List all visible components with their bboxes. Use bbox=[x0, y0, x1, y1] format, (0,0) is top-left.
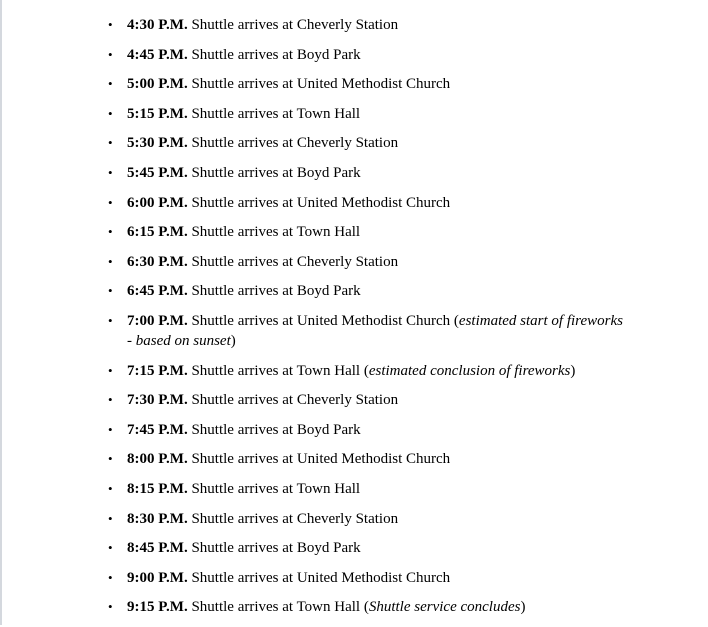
bullet-icon: • bbox=[108, 253, 113, 269]
schedule-item bbox=[108, 281, 627, 301]
schedule-time: 8:45 P.M. bbox=[127, 540, 188, 557]
schedule-note: estimated start of fireworks - based on sunset bbox=[127, 312, 623, 349]
bullet-icon: • bbox=[108, 105, 113, 121]
schedule-time: 8:15 P.M. bbox=[127, 480, 188, 497]
schedule-item bbox=[108, 104, 627, 124]
bullet-icon: • bbox=[108, 569, 113, 585]
schedule-time: 9:00 P.M. bbox=[127, 569, 188, 586]
schedule-item bbox=[108, 45, 627, 65]
schedule-time: 7:00 P.M. bbox=[127, 312, 188, 329]
schedule-time: 4:30 P.M. bbox=[127, 17, 188, 33]
bullet-icon: • bbox=[108, 164, 113, 180]
schedule-item: • 9:15 P.M. Shuttle arrives at Town Hall (Shuttle service concludes) bbox=[108, 599, 526, 616]
schedule-item: • 7:15 P.M. Shuttle arrives at Town Hall (estimated conclusion of fireworks) bbox=[108, 362, 576, 379]
bullet-icon: • bbox=[108, 421, 113, 437]
schedule-item: • 7:00 P.M. Shuttle arrives at United Methodist Church (estimated start of fireworks - based on sunset) bbox=[108, 312, 623, 349]
schedule-description: Shuttle arrives at United Methodist Church bbox=[191, 76, 451, 93]
schedule-time: 6:30 P.M. bbox=[127, 253, 188, 270]
schedule-item bbox=[108, 390, 627, 410]
schedule-time: 5:30 P.M. bbox=[127, 135, 188, 152]
schedule-description: Shuttle arrives at Cheverly Station bbox=[191, 17, 399, 33]
bullet-icon: • bbox=[108, 76, 113, 92]
page-edge-divider bbox=[0, 0, 2, 625]
schedule-time: 5:00 P.M. bbox=[127, 76, 188, 93]
schedule-item bbox=[108, 133, 627, 153]
schedule-item bbox=[108, 568, 627, 588]
schedule-description: Shuttle arrives at United Methodist Church bbox=[191, 194, 451, 211]
schedule-item bbox=[108, 252, 627, 272]
schedule-description: Shuttle arrives at Town Hall bbox=[191, 105, 361, 122]
schedule-item bbox=[108, 193, 627, 213]
schedule-time: 4:45 P.M. bbox=[127, 46, 188, 63]
schedule-description: Shuttle arrives at Cheverly Station bbox=[191, 135, 399, 152]
schedule-time: 8:30 P.M. bbox=[127, 510, 188, 527]
schedule-item bbox=[108, 222, 627, 242]
bullet-icon: • bbox=[108, 392, 113, 408]
schedule-item bbox=[108, 449, 627, 469]
schedule-item bbox=[108, 163, 627, 183]
bullet-icon: • bbox=[108, 451, 113, 467]
bullet-icon: • bbox=[108, 283, 113, 299]
schedule-item bbox=[108, 74, 627, 94]
schedule-note: Shuttle service concludes bbox=[368, 599, 521, 616]
bullet-icon: • bbox=[108, 17, 113, 32]
schedule-description: Shuttle arrives at Town Hall bbox=[191, 362, 361, 379]
schedule-description: Shuttle arrives at Town Hall bbox=[191, 224, 361, 241]
bullet-icon: • bbox=[108, 135, 113, 151]
bullet-icon: • bbox=[108, 599, 113, 615]
shuttle-schedule-list bbox=[108, 15, 627, 627]
schedule-description: Shuttle arrives at Town Hall bbox=[191, 599, 361, 616]
bullet-icon: • bbox=[108, 480, 113, 496]
schedule-time: 8:00 P.M. bbox=[127, 451, 188, 468]
schedule-item bbox=[108, 538, 627, 558]
schedule-item bbox=[108, 15, 627, 35]
bullet-icon: • bbox=[108, 312, 113, 328]
bullet-icon: • bbox=[108, 46, 113, 62]
schedule-time: 6:15 P.M. bbox=[127, 224, 188, 241]
schedule-item bbox=[108, 509, 627, 529]
schedule-note: estimated conclusion of fireworks bbox=[368, 362, 571, 379]
schedule-time: 7:30 P.M. bbox=[127, 392, 188, 409]
schedule-description: Shuttle arrives at Boyd Park bbox=[191, 421, 361, 438]
bullet-icon: • bbox=[108, 540, 113, 556]
schedule-description: Shuttle arrives at Cheverly Station bbox=[191, 392, 399, 409]
schedule-description: Shuttle arrives at Cheverly Station bbox=[191, 253, 399, 270]
schedule-description: Shuttle arrives at Boyd Park bbox=[191, 540, 361, 557]
schedule-item bbox=[108, 479, 627, 499]
schedule-time: 6:00 P.M. bbox=[127, 194, 188, 211]
schedule-description: Shuttle arrives at United Methodist Church bbox=[191, 569, 451, 586]
bullet-icon: • bbox=[108, 510, 113, 526]
schedule-description: Shuttle arrives at Boyd Park bbox=[191, 283, 361, 300]
schedule-time: 9:15 P.M. bbox=[127, 599, 188, 616]
schedule-description: Shuttle arrives at Boyd Park bbox=[191, 164, 361, 181]
bullet-icon: • bbox=[108, 224, 113, 240]
schedule-time: 5:15 P.M. bbox=[127, 105, 188, 122]
schedule-time: 5:45 P.M. bbox=[127, 164, 188, 181]
bullet-icon: • bbox=[108, 194, 113, 210]
schedule-time: 7:45 P.M. bbox=[127, 421, 188, 438]
schedule-time: 7:15 P.M. bbox=[127, 362, 188, 379]
schedule-description: Shuttle arrives at Cheverly Station bbox=[191, 510, 399, 527]
schedule-item bbox=[108, 420, 627, 440]
schedule-time: 6:45 P.M. bbox=[127, 283, 188, 300]
schedule-description: Shuttle arrives at Town Hall bbox=[191, 480, 361, 497]
schedule-description: Shuttle arrives at United Methodist Church bbox=[191, 451, 451, 468]
bullet-icon: • bbox=[108, 362, 113, 378]
schedule-description: Shuttle arrives at United Methodist Church bbox=[191, 312, 451, 329]
schedule-description: Shuttle arrives at Boyd Park bbox=[191, 46, 361, 63]
